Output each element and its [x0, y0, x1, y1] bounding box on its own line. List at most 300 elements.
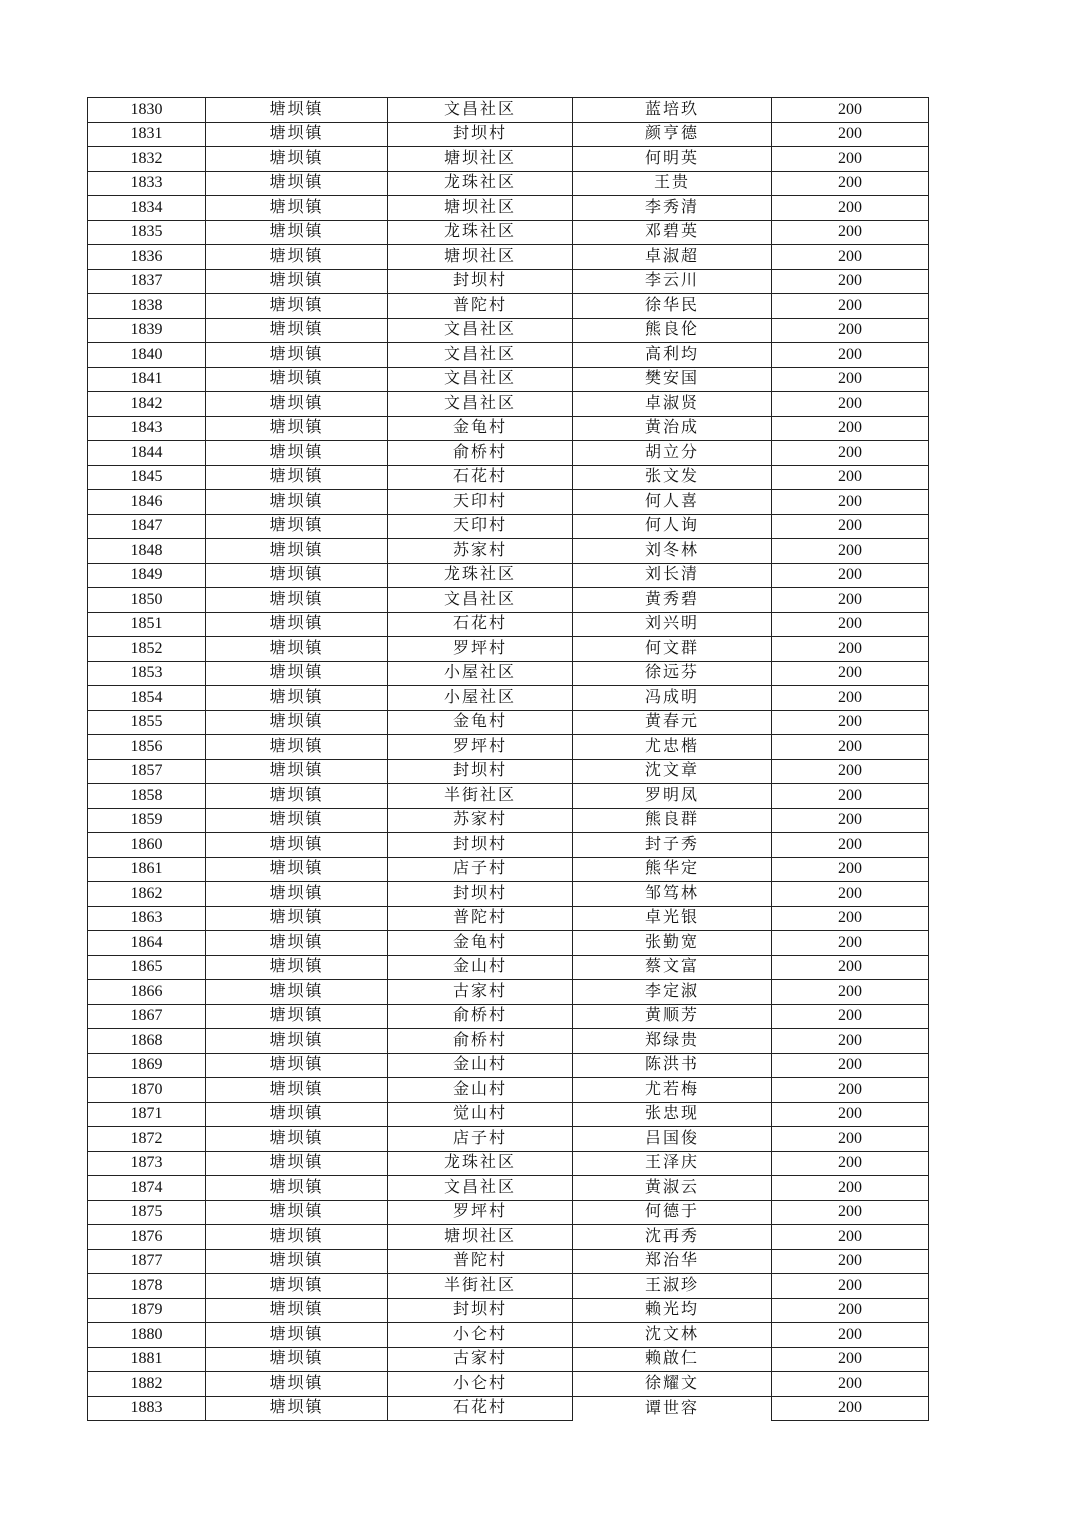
- row-number-cell: 1882: [88, 1372, 206, 1397]
- name-cell: 卓淑贤: [573, 392, 772, 417]
- row-number-cell: 1855: [88, 710, 206, 735]
- name-cell: 卓淑超: [573, 245, 772, 270]
- table-row: [88, 906, 929, 931]
- village-cell: 古家村: [388, 980, 573, 1005]
- village-cell: 苏家村: [388, 539, 573, 564]
- name-cell: 赖啟仁: [573, 1347, 772, 1372]
- town-cell: 塘坝镇: [206, 1347, 388, 1372]
- row-number-cell: 1849: [88, 563, 206, 588]
- table-row: [88, 1396, 929, 1421]
- town-cell: 塘坝镇: [206, 490, 388, 515]
- table-row: [88, 612, 929, 637]
- row-number-cell: 1870: [88, 1078, 206, 1103]
- table-row: [88, 1347, 929, 1372]
- amount-cell: 200: [772, 392, 929, 417]
- village-cell: 苏家村: [388, 808, 573, 833]
- table-row: [88, 686, 929, 711]
- row-number-cell: 1846: [88, 490, 206, 515]
- town-cell: 塘坝镇: [206, 759, 388, 784]
- row-number-cell: 1844: [88, 441, 206, 466]
- table-row: [88, 759, 929, 784]
- table-row: [88, 1298, 929, 1323]
- row-number-cell: 1841: [88, 367, 206, 392]
- village-cell: 文昌社区: [388, 1176, 573, 1201]
- village-cell: 石花村: [388, 465, 573, 490]
- row-number-cell: 1845: [88, 465, 206, 490]
- table-row: [88, 637, 929, 662]
- table-row: [88, 784, 929, 809]
- row-number-cell: 1866: [88, 980, 206, 1005]
- row-number-cell: 1877: [88, 1249, 206, 1274]
- town-cell: 塘坝镇: [206, 1176, 388, 1201]
- amount-cell: 200: [772, 1347, 929, 1372]
- town-cell: 塘坝镇: [206, 980, 388, 1005]
- name-cell: 徐华民: [573, 294, 772, 319]
- row-number-cell: 1883: [88, 1396, 206, 1421]
- village-cell: 文昌社区: [388, 367, 573, 392]
- table-row: [88, 441, 929, 466]
- name-cell: 刘冬林: [573, 539, 772, 564]
- table-row: [88, 1004, 929, 1029]
- row-number-cell: 1863: [88, 906, 206, 931]
- table-row: [88, 122, 929, 147]
- name-cell: 陈洪书: [573, 1053, 772, 1078]
- village-cell: 龙珠社区: [388, 171, 573, 196]
- name-cell: 张文发: [573, 465, 772, 490]
- name-cell: 徐耀文: [573, 1372, 772, 1397]
- table-row: [88, 514, 929, 539]
- amount-cell: 200: [772, 906, 929, 931]
- table-row: [88, 857, 929, 882]
- amount-cell: 200: [772, 318, 929, 343]
- row-number-cell: 1836: [88, 245, 206, 270]
- name-cell: 赖光均: [573, 1298, 772, 1323]
- table-row: [88, 980, 929, 1005]
- row-number-cell: 1864: [88, 931, 206, 956]
- name-cell: 沈再秀: [573, 1225, 772, 1250]
- table-row: [88, 661, 929, 686]
- name-cell: 郑治华: [573, 1249, 772, 1274]
- table-row: [88, 1176, 929, 1201]
- town-cell: 塘坝镇: [206, 955, 388, 980]
- village-cell: 石花村: [388, 1396, 573, 1421]
- name-cell: 郑绿贵: [573, 1029, 772, 1054]
- town-cell: 塘坝镇: [206, 171, 388, 196]
- village-cell: 封坝村: [388, 833, 573, 858]
- amount-cell: 200: [772, 220, 929, 245]
- village-cell: 封坝村: [388, 882, 573, 907]
- table-row: [88, 539, 929, 564]
- town-cell: 塘坝镇: [206, 808, 388, 833]
- town-cell: 塘坝镇: [206, 1372, 388, 1397]
- table-row: [88, 171, 929, 196]
- name-cell: 沈文林: [573, 1323, 772, 1348]
- town-cell: 塘坝镇: [206, 1225, 388, 1250]
- village-cell: 小屋社区: [388, 686, 573, 711]
- row-number-cell: 1859: [88, 808, 206, 833]
- amount-cell: 200: [772, 441, 929, 466]
- name-cell: 熊良群: [573, 808, 772, 833]
- amount-cell: 200: [772, 171, 929, 196]
- village-cell: 俞桥村: [388, 441, 573, 466]
- table-row: [88, 1029, 929, 1054]
- amount-cell: 200: [772, 1151, 929, 1176]
- village-cell: 普陀村: [388, 294, 573, 319]
- row-number-cell: 1868: [88, 1029, 206, 1054]
- town-cell: 塘坝镇: [206, 906, 388, 931]
- row-number-cell: 1880: [88, 1323, 206, 1348]
- row-number-cell: 1833: [88, 171, 206, 196]
- table-row: [88, 318, 929, 343]
- amount-cell: 200: [772, 686, 929, 711]
- amount-cell: 200: [772, 1298, 929, 1323]
- town-cell: 塘坝镇: [206, 220, 388, 245]
- village-cell: 觉山村: [388, 1102, 573, 1127]
- amount-cell: 200: [772, 196, 929, 221]
- row-number-cell: 1862: [88, 882, 206, 907]
- table-row: [88, 735, 929, 760]
- row-number-cell: 1831: [88, 122, 206, 147]
- town-cell: 塘坝镇: [206, 1151, 388, 1176]
- name-cell: 谭世容: [573, 1396, 772, 1421]
- town-cell: 塘坝镇: [206, 441, 388, 466]
- village-cell: 封坝村: [388, 759, 573, 784]
- row-number-cell: 1850: [88, 588, 206, 613]
- village-cell: 小仑村: [388, 1323, 573, 1348]
- row-number-cell: 1840: [88, 343, 206, 368]
- amount-cell: 200: [772, 637, 929, 662]
- name-cell: 王贵: [573, 171, 772, 196]
- town-cell: 塘坝镇: [206, 122, 388, 147]
- amount-cell: 200: [772, 784, 929, 809]
- table-row: [88, 808, 929, 833]
- name-cell: 胡立分: [573, 441, 772, 466]
- table-row: [88, 343, 929, 368]
- row-number-cell: 1876: [88, 1225, 206, 1250]
- village-cell: 封坝村: [388, 269, 573, 294]
- name-cell: 王泽庆: [573, 1151, 772, 1176]
- amount-cell: 200: [772, 735, 929, 760]
- amount-cell: 200: [772, 514, 929, 539]
- row-number-cell: 1871: [88, 1102, 206, 1127]
- village-cell: 金山村: [388, 1078, 573, 1103]
- table-row: [88, 563, 929, 588]
- name-cell: 黄春元: [573, 710, 772, 735]
- village-cell: 塘坝社区: [388, 147, 573, 172]
- table-row: [88, 245, 929, 270]
- row-number-cell: 1856: [88, 735, 206, 760]
- row-number-cell: 1875: [88, 1200, 206, 1225]
- row-number-cell: 1869: [88, 1053, 206, 1078]
- table-row: [88, 833, 929, 858]
- village-cell: 小屋社区: [388, 661, 573, 686]
- town-cell: 塘坝镇: [206, 612, 388, 637]
- row-number-cell: 1842: [88, 392, 206, 417]
- row-number-cell: 1851: [88, 612, 206, 637]
- town-cell: 塘坝镇: [206, 1396, 388, 1421]
- table-row: [88, 1078, 929, 1103]
- village-cell: 古家村: [388, 1347, 573, 1372]
- town-cell: 塘坝镇: [206, 833, 388, 858]
- row-number-cell: 1854: [88, 686, 206, 711]
- amount-cell: 200: [772, 1372, 929, 1397]
- amount-cell: 200: [772, 980, 929, 1005]
- amount-cell: 200: [772, 416, 929, 441]
- name-cell: 何德于: [573, 1200, 772, 1225]
- village-cell: 金山村: [388, 1053, 573, 1078]
- town-cell: 塘坝镇: [206, 1200, 388, 1225]
- amount-cell: 200: [772, 710, 929, 735]
- name-cell: 吕国俊: [573, 1127, 772, 1152]
- village-cell: 俞桥村: [388, 1004, 573, 1029]
- name-cell: 何明英: [573, 147, 772, 172]
- table-row: [88, 1127, 929, 1152]
- amount-cell: 200: [772, 931, 929, 956]
- amount-cell: 200: [772, 563, 929, 588]
- name-cell: 何人喜: [573, 490, 772, 515]
- subsidy-table: [87, 97, 929, 1421]
- row-number-cell: 1874: [88, 1176, 206, 1201]
- row-number-cell: 1848: [88, 539, 206, 564]
- name-cell: 冯成明: [573, 686, 772, 711]
- row-number-cell: 1867: [88, 1004, 206, 1029]
- row-number-cell: 1853: [88, 661, 206, 686]
- amount-cell: 200: [772, 808, 929, 833]
- row-number-cell: 1839: [88, 318, 206, 343]
- town-cell: 塘坝镇: [206, 465, 388, 490]
- name-cell: 黄淑云: [573, 1176, 772, 1201]
- table-row: [88, 490, 929, 515]
- row-number-cell: 1865: [88, 955, 206, 980]
- amount-cell: 200: [772, 1274, 929, 1299]
- name-cell: 封子秀: [573, 833, 772, 858]
- row-number-cell: 1879: [88, 1298, 206, 1323]
- table-row: [88, 1372, 929, 1397]
- town-cell: 塘坝镇: [206, 1029, 388, 1054]
- row-number-cell: 1835: [88, 220, 206, 245]
- table-row: [88, 882, 929, 907]
- row-number-cell: 1857: [88, 759, 206, 784]
- name-cell: 刘兴明: [573, 612, 772, 637]
- table-row: [88, 269, 929, 294]
- town-cell: 塘坝镇: [206, 1127, 388, 1152]
- table-row: [88, 955, 929, 980]
- amount-cell: 200: [772, 955, 929, 980]
- table-row: [88, 1225, 929, 1250]
- amount-cell: 200: [772, 612, 929, 637]
- row-number-cell: 1852: [88, 637, 206, 662]
- amount-cell: 200: [772, 1176, 929, 1201]
- row-number-cell: 1881: [88, 1347, 206, 1372]
- table-row: [88, 220, 929, 245]
- amount-cell: 200: [772, 269, 929, 294]
- table-row: [88, 1200, 929, 1225]
- amount-cell: 200: [772, 98, 929, 123]
- town-cell: 塘坝镇: [206, 269, 388, 294]
- town-cell: 塘坝镇: [206, 539, 388, 564]
- amount-cell: 200: [772, 539, 929, 564]
- table-row: [88, 1274, 929, 1299]
- row-number-cell: 1830: [88, 98, 206, 123]
- name-cell: 黄顺芳: [573, 1004, 772, 1029]
- table-row: [88, 392, 929, 417]
- village-cell: 塘坝社区: [388, 196, 573, 221]
- amount-cell: 200: [772, 1029, 929, 1054]
- name-cell: 刘长清: [573, 563, 772, 588]
- amount-cell: 200: [772, 122, 929, 147]
- village-cell: 封坝村: [388, 1298, 573, 1323]
- town-cell: 塘坝镇: [206, 1078, 388, 1103]
- village-cell: 金龟村: [388, 416, 573, 441]
- row-number-cell: 1861: [88, 857, 206, 882]
- amount-cell: 200: [772, 857, 929, 882]
- table-row: [88, 196, 929, 221]
- town-cell: 塘坝镇: [206, 392, 388, 417]
- town-cell: 塘坝镇: [206, 563, 388, 588]
- village-cell: 普陀村: [388, 906, 573, 931]
- village-cell: 俞桥村: [388, 1029, 573, 1054]
- town-cell: 塘坝镇: [206, 1249, 388, 1274]
- town-cell: 塘坝镇: [206, 1298, 388, 1323]
- amount-cell: 200: [772, 759, 929, 784]
- name-cell: 王淑珍: [573, 1274, 772, 1299]
- town-cell: 塘坝镇: [206, 514, 388, 539]
- village-cell: 龙珠社区: [388, 220, 573, 245]
- row-number-cell: 1878: [88, 1274, 206, 1299]
- town-cell: 塘坝镇: [206, 1004, 388, 1029]
- amount-cell: 200: [772, 1249, 929, 1274]
- town-cell: 塘坝镇: [206, 343, 388, 368]
- name-cell: 何人询: [573, 514, 772, 539]
- town-cell: 塘坝镇: [206, 931, 388, 956]
- town-cell: 塘坝镇: [206, 588, 388, 613]
- village-cell: 龙珠社区: [388, 563, 573, 588]
- amount-cell: 200: [772, 1200, 929, 1225]
- town-cell: 塘坝镇: [206, 735, 388, 760]
- amount-cell: 200: [772, 245, 929, 270]
- amount-cell: 200: [772, 1127, 929, 1152]
- village-cell: 罗坪村: [388, 637, 573, 662]
- amount-cell: 200: [772, 661, 929, 686]
- town-cell: 塘坝镇: [206, 147, 388, 172]
- amount-cell: 200: [772, 833, 929, 858]
- name-cell: 蓝培玖: [573, 98, 772, 123]
- village-cell: 半街社区: [388, 784, 573, 809]
- name-cell: 尤若梅: [573, 1078, 772, 1103]
- amount-cell: 200: [772, 882, 929, 907]
- table-row: [88, 98, 929, 123]
- village-cell: 文昌社区: [388, 343, 573, 368]
- town-cell: 塘坝镇: [206, 367, 388, 392]
- name-cell: 卓光银: [573, 906, 772, 931]
- name-cell: 尤忠楷: [573, 735, 772, 760]
- row-number-cell: 1838: [88, 294, 206, 319]
- table-row: [88, 710, 929, 735]
- row-number-cell: 1837: [88, 269, 206, 294]
- village-cell: 文昌社区: [388, 588, 573, 613]
- town-cell: 塘坝镇: [206, 661, 388, 686]
- name-cell: 熊华定: [573, 857, 772, 882]
- name-cell: 李秀清: [573, 196, 772, 221]
- table-row: [88, 1151, 929, 1176]
- village-cell: 龙珠社区: [388, 1151, 573, 1176]
- row-number-cell: 1873: [88, 1151, 206, 1176]
- table-row: [88, 588, 929, 613]
- amount-cell: 200: [772, 147, 929, 172]
- town-cell: 塘坝镇: [206, 710, 388, 735]
- name-cell: 徐远芬: [573, 661, 772, 686]
- town-cell: 塘坝镇: [206, 784, 388, 809]
- village-cell: 金龟村: [388, 710, 573, 735]
- table-row: [88, 931, 929, 956]
- amount-cell: 200: [772, 1102, 929, 1127]
- table-row: [88, 294, 929, 319]
- village-cell: 文昌社区: [388, 318, 573, 343]
- town-cell: 塘坝镇: [206, 416, 388, 441]
- town-cell: 塘坝镇: [206, 98, 388, 123]
- name-cell: 罗明凤: [573, 784, 772, 809]
- table-row: [88, 1102, 929, 1127]
- amount-cell: 200: [772, 1053, 929, 1078]
- table-row: [88, 1249, 929, 1274]
- village-cell: 店子村: [388, 1127, 573, 1152]
- name-cell: 李云川: [573, 269, 772, 294]
- name-cell: 邓碧英: [573, 220, 772, 245]
- town-cell: 塘坝镇: [206, 857, 388, 882]
- village-cell: 塘坝社区: [388, 1225, 573, 1250]
- table-row: [88, 465, 929, 490]
- name-cell: 李定淑: [573, 980, 772, 1005]
- name-cell: 何文群: [573, 637, 772, 662]
- amount-cell: 200: [772, 465, 929, 490]
- village-cell: 半街社区: [388, 1274, 573, 1299]
- amount-cell: 200: [772, 343, 929, 368]
- amount-cell: 200: [772, 588, 929, 613]
- name-cell: 樊安国: [573, 367, 772, 392]
- town-cell: 塘坝镇: [206, 686, 388, 711]
- name-cell: 蔡文富: [573, 955, 772, 980]
- row-number-cell: 1847: [88, 514, 206, 539]
- name-cell: 邹笃林: [573, 882, 772, 907]
- table-row: [88, 147, 929, 172]
- name-cell: 高利均: [573, 343, 772, 368]
- name-cell: 黄治成: [573, 416, 772, 441]
- town-cell: 塘坝镇: [206, 882, 388, 907]
- village-cell: 罗坪村: [388, 1200, 573, 1225]
- village-cell: 石花村: [388, 612, 573, 637]
- village-cell: 金龟村: [388, 931, 573, 956]
- town-cell: 塘坝镇: [206, 245, 388, 270]
- name-cell: 熊良伦: [573, 318, 772, 343]
- row-number-cell: 1872: [88, 1127, 206, 1152]
- amount-cell: 200: [772, 1396, 929, 1421]
- village-cell: 封坝村: [388, 122, 573, 147]
- village-cell: 普陀村: [388, 1249, 573, 1274]
- name-cell: 张勤宽: [573, 931, 772, 956]
- town-cell: 塘坝镇: [206, 1274, 388, 1299]
- amount-cell: 200: [772, 1004, 929, 1029]
- table-body: [88, 98, 929, 1421]
- town-cell: 塘坝镇: [206, 1102, 388, 1127]
- village-cell: 金山村: [388, 955, 573, 980]
- amount-cell: 200: [772, 1078, 929, 1103]
- village-cell: 小仑村: [388, 1372, 573, 1397]
- town-cell: 塘坝镇: [206, 637, 388, 662]
- amount-cell: 200: [772, 1323, 929, 1348]
- town-cell: 塘坝镇: [206, 1053, 388, 1078]
- name-cell: 颜亨德: [573, 122, 772, 147]
- row-number-cell: 1858: [88, 784, 206, 809]
